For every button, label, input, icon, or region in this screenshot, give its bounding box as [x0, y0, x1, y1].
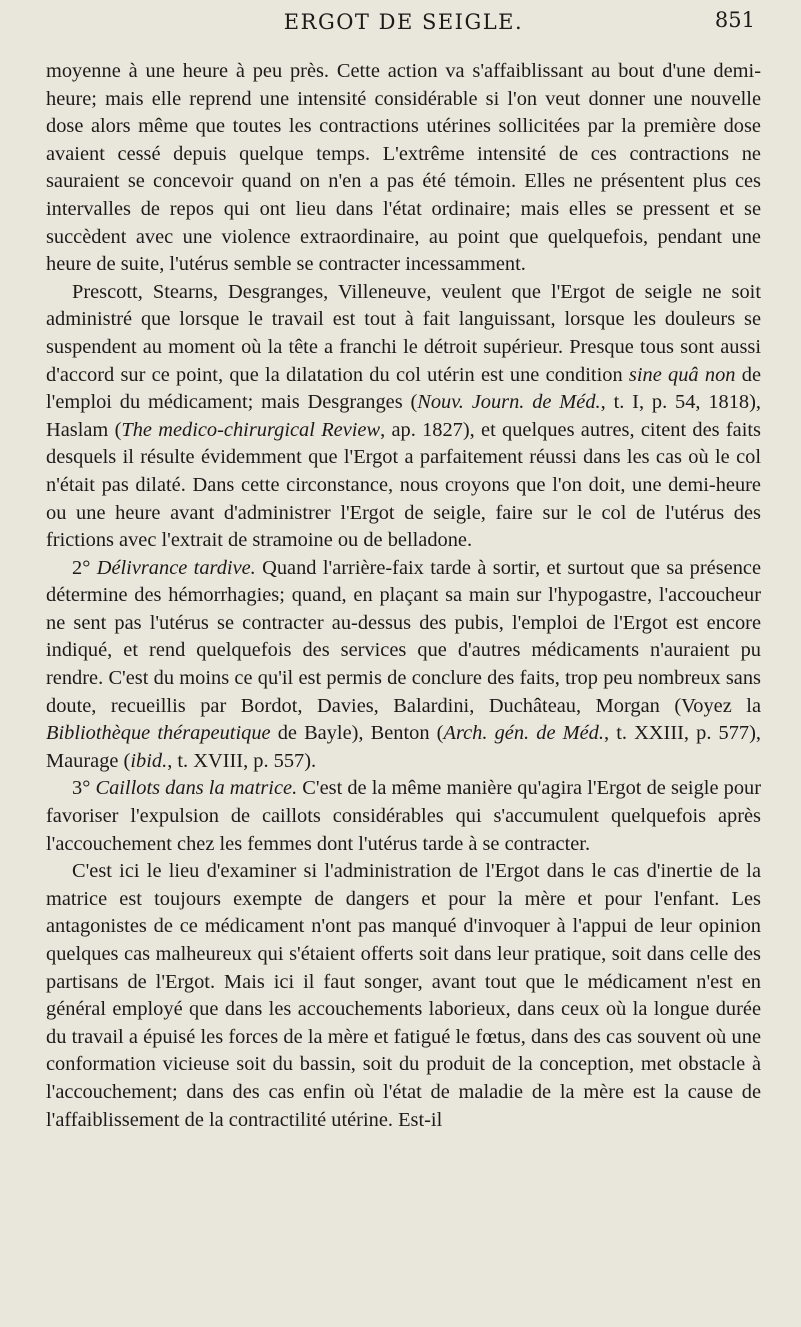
text-segment: , t. XVIII, p. 557).: [167, 749, 317, 772]
paragraph: [46, 279, 761, 555]
italic-text: sine quâ non: [628, 363, 736, 386]
text-segment: moyenne à une heure à peu près. Cette action va s'affaiblissant au bout d'une demi-heure; mais elle reprend une intensité considérable si l'on veut donner une nouvelle dose alors même que toutes les contractions utérines sollicitées par la première dose avaient cessé depuis quelque temps. L'extrême intensité de ces contractions ne sauraient se concevoir quand on n'en a pas été témoin. Elles ne présentent plus ces intervalles de repos qui ont lieu dans l'état ordinaire; mais elles se pressent et se succèdent avec une violence extraordinaire, au point que quelquefois, pendant une heure de suite, l'utérus semble se contracter incessamment.: [46, 60, 761, 276]
page-number: 851: [714, 8, 755, 32]
paragraph: [46, 775, 761, 858]
paragraph: [46, 555, 761, 776]
text-segment: de Bayle), Benton (: [270, 722, 444, 745]
text-segment: C'est ici le lieu d'examiner si l'administration de l'Ergot dans le cas d'inertie de la matrice est toujours exempte de dangers et pour la mère et pour l'enfant. Les antagonistes de ce médicament n'ont pas manqué d'invoquer à l'appui de leur opinion quelques cas malheureux qui s'étaient offerts soit dans leur pratique, soit dans celle des partisans de l'Ergot. Mais ici il faut songer, avant tout que le médicament n'est en général employé que dans les accouchements laborieux, dans ceux où la longue durée du travail a épuisé les forces de la mère et fatigué le fœtus, dans des cas souvent où une conformation vicieuse soit du bassin, soit du produit de la conception, met obstacle à l'accouchement; dans des cas enfin où l'état de maladie de la mère est la cause de l'affaiblissement de la contractilité utérine. Est-il: [46, 860, 761, 1131]
body-text: [46, 58, 761, 1134]
text-segment: 2°: [72, 556, 97, 579]
running-title: ERGOT DE SEIGLE.: [283, 10, 524, 34]
page-header: [46, 6, 761, 58]
italic-text: ibid.: [130, 749, 168, 772]
italic-text: Nouv. Journ. de Méd.: [417, 391, 601, 414]
italic-text: Bibliothèque thérapeutique: [46, 722, 271, 745]
paragraph: [46, 858, 761, 1134]
italic-text: Arch. gén. de Méd.: [443, 722, 604, 745]
text-segment: Quand l'arrière-faix tarde à sortir, et surtout que sa présence détermine des hémorrhagies; quand, en plaçant sa main sur l'hypogastre, l'accoucheur ne sent pas l'utérus se contracter au-dessus des pubis, l'emploi de l'Ergot est encore indiqué, et rend quelquefois des services que d'autres médicaments n'auraient pu rendre. C'est du moins ce qu'il est permis de conclure des faits, trop peu nombreux sans doute, recueillis par Bordot, Davies, Balardini, Duchâteau, Morgan (Voyez la: [46, 556, 761, 717]
italic-text: Caillots dans la matrice.: [95, 777, 298, 800]
text-segment: Prescott, Stearns, Desgranges, Villeneuve, veulent que l'Ergot de seigle ne soit administré que lorsque le travail est tout à fait languissant, lorsque les douleurs se suspendent au moment où la tête a franchi le détroit supérieur. Presque tous sont aussi d'accord sur ce point, que la dilatation du col utérin est une condition: [46, 280, 761, 386]
text-segment: C'est de la même manière qu'agira l'Ergot de seigle pour favoriser l'expulsion de caillots considérables qui s'accumulent quelquefois après l'accouchement chez les femmes dont l'utérus tarde à se contracter.: [46, 777, 761, 855]
italic-text: The medico-chirurgical Review: [121, 418, 381, 441]
text-segment: 3°: [72, 777, 96, 800]
text-segment: , t. XXIII, p. 577), Maurage (: [46, 722, 762, 772]
text-segment: de l'emploi du médicament; mais Desgranges (: [46, 363, 762, 414]
italic-text: Délivrance tardive.: [96, 556, 256, 579]
text-segment: , t. I, p. 54, 1818), Haslam (: [46, 391, 761, 441]
paragraph: [46, 58, 761, 279]
text-segment: , ap. 1827), et quelques autres, citent des faits desquels il résulte évidemment que l'Ergot a parfaitement réussi dans les cas où le col n'était pas dilaté. Dans cette circonstance, nous croyons que l'on doit, une demi-heure ou une heure avant d'administrer l'Ergot de seigle, faire sur le col de l'utérus des frictions avec l'extrait de stramoine ou de belladone.: [46, 418, 761, 552]
